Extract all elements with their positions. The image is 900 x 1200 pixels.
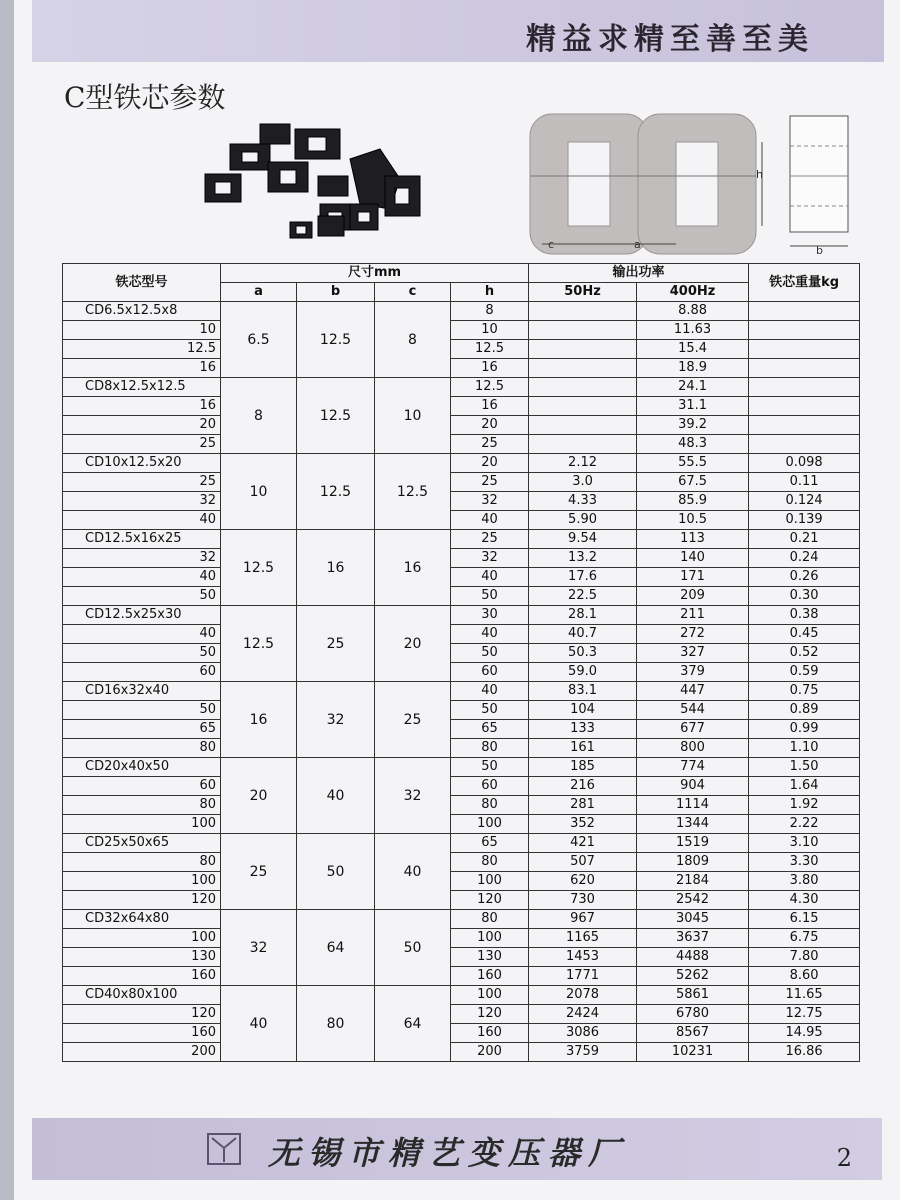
dim-b-cell: 32 <box>297 682 375 758</box>
power-50hz-cell: 185 <box>529 758 637 777</box>
h-cell: 20 <box>451 454 529 473</box>
header-bar <box>32 0 884 62</box>
h-cell: 80 <box>451 910 529 929</box>
power-50hz-cell: 104 <box>529 701 637 720</box>
power-400hz-cell: 8567 <box>637 1024 749 1043</box>
model-cell: CD40x80x100 <box>63 986 221 1005</box>
table-row <box>63 910 860 929</box>
power-50hz-cell: 9.54 <box>529 530 637 549</box>
h-cell: 130 <box>451 948 529 967</box>
power-400hz-cell: 55.5 <box>637 454 749 473</box>
power-400hz-cell: 48.3 <box>637 435 749 454</box>
company-logo-icon <box>204 1130 244 1168</box>
h-cell: 25 <box>451 435 529 454</box>
page-edge <box>0 0 14 1200</box>
table-row <box>63 929 860 948</box>
table-row <box>63 796 860 815</box>
h-cell: 16 <box>451 359 529 378</box>
power-400hz-cell: 5262 <box>637 967 749 986</box>
h-cell: 40 <box>451 682 529 701</box>
weight-cell: 0.75 <box>749 682 860 701</box>
weight-cell <box>749 435 860 454</box>
header-b: b <box>297 283 375 302</box>
h-cell: 160 <box>451 1024 529 1043</box>
section-title: C型铁芯参数 <box>64 81 226 114</box>
weight-cell: 0.89 <box>749 701 860 720</box>
c-core-spec-table <box>62 263 860 1062</box>
table-row <box>63 853 860 872</box>
dim-a-cell: 10 <box>221 454 297 530</box>
label-c: c <box>548 238 555 251</box>
table-row <box>63 1005 860 1024</box>
power-400hz-cell: 10231 <box>637 1043 749 1062</box>
power-400hz-cell: 10.5 <box>637 511 749 530</box>
model-cell: 16 <box>63 397 221 416</box>
table-row <box>63 378 860 397</box>
power-50hz-cell <box>529 321 637 340</box>
dim-a-cell: 25 <box>221 834 297 910</box>
power-50hz-cell: 5.90 <box>529 511 637 530</box>
power-50hz-cell: 216 <box>529 777 637 796</box>
power-50hz-cell: 133 <box>529 720 637 739</box>
spec-table-body <box>63 302 860 1062</box>
power-50hz-cell: 28.1 <box>529 606 637 625</box>
power-50hz-cell: 2424 <box>529 1005 637 1024</box>
power-50hz-cell: 620 <box>529 872 637 891</box>
table-row <box>63 758 860 777</box>
table-row <box>63 397 860 416</box>
power-400hz-cell: 327 <box>637 644 749 663</box>
dim-b-cell: 12.5 <box>297 378 375 454</box>
h-cell: 50 <box>451 587 529 606</box>
power-50hz-cell: 59.0 <box>529 663 637 682</box>
model-cell: CD6.5x12.5x8 <box>63 302 221 321</box>
weight-cell <box>749 321 860 340</box>
weight-cell: 6.15 <box>749 910 860 929</box>
power-400hz-cell: 2184 <box>637 872 749 891</box>
power-400hz-cell: 3637 <box>637 929 749 948</box>
header-weight: 铁芯重量kg <box>749 264 860 302</box>
power-400hz-cell: 379 <box>637 663 749 682</box>
h-cell: 160 <box>451 967 529 986</box>
power-50hz-cell: 13.2 <box>529 549 637 568</box>
table-row <box>63 435 860 454</box>
power-400hz-cell: 677 <box>637 720 749 739</box>
footer-bar <box>32 1118 882 1180</box>
table-row <box>63 663 860 682</box>
table-row <box>63 739 860 758</box>
model-cell: 40 <box>63 568 221 587</box>
table-row <box>63 302 860 321</box>
h-cell: 25 <box>451 473 529 492</box>
dim-a-cell: 12.5 <box>221 606 297 682</box>
power-400hz-cell: 24.1 <box>637 378 749 397</box>
dim-c-cell: 8 <box>375 302 451 378</box>
table-row <box>63 872 860 891</box>
weight-cell: 1.64 <box>749 777 860 796</box>
header-50hz: 50Hz <box>529 283 637 302</box>
model-cell: CD12.5x16x25 <box>63 530 221 549</box>
model-cell: CD12.5x25x30 <box>63 606 221 625</box>
power-400hz-cell: 11.63 <box>637 321 749 340</box>
dim-c-cell: 25 <box>375 682 451 758</box>
dim-c-cell: 16 <box>375 530 451 606</box>
dim-c-cell: 64 <box>375 986 451 1062</box>
weight-cell: 0.52 <box>749 644 860 663</box>
label-a: a <box>634 238 641 251</box>
h-cell: 100 <box>451 815 529 834</box>
h-cell: 12.5 <box>451 340 529 359</box>
header-size: 尺寸mm <box>221 264 529 283</box>
model-cell: 65 <box>63 720 221 739</box>
header-c: c <box>375 283 451 302</box>
h-cell: 60 <box>451 777 529 796</box>
weight-cell: 6.75 <box>749 929 860 948</box>
power-400hz-cell: 1344 <box>637 815 749 834</box>
h-cell: 32 <box>451 492 529 511</box>
power-400hz-cell: 113 <box>637 530 749 549</box>
dim-c-cell: 20 <box>375 606 451 682</box>
model-cell: 25 <box>63 473 221 492</box>
power-50hz-cell: 3.0 <box>529 473 637 492</box>
weight-cell: 0.11 <box>749 473 860 492</box>
h-cell: 32 <box>451 549 529 568</box>
power-400hz-cell: 209 <box>637 587 749 606</box>
h-cell: 65 <box>451 834 529 853</box>
power-400hz-cell: 85.9 <box>637 492 749 511</box>
weight-cell: 0.45 <box>749 625 860 644</box>
h-cell: 100 <box>451 872 529 891</box>
dim-b-cell: 16 <box>297 530 375 606</box>
weight-cell: 8.60 <box>749 967 860 986</box>
power-50hz-cell: 3759 <box>529 1043 637 1062</box>
power-400hz-cell: 5861 <box>637 986 749 1005</box>
h-cell: 100 <box>451 986 529 1005</box>
dim-b-cell: 25 <box>297 606 375 682</box>
model-cell: 80 <box>63 739 221 758</box>
core-dimension-diagram <box>522 104 862 264</box>
h-cell: 16 <box>451 397 529 416</box>
power-400hz-cell: 18.9 <box>637 359 749 378</box>
model-cell: 160 <box>63 967 221 986</box>
dim-b-cell: 80 <box>297 986 375 1062</box>
weight-cell: 1.50 <box>749 758 860 777</box>
model-cell: CD10x12.5x20 <box>63 454 221 473</box>
model-cell: 60 <box>63 663 221 682</box>
weight-cell: 0.21 <box>749 530 860 549</box>
power-50hz-cell: 730 <box>529 891 637 910</box>
weight-cell <box>749 378 860 397</box>
model-cell: 160 <box>63 1024 221 1043</box>
h-cell: 40 <box>451 568 529 587</box>
power-50hz-cell: 507 <box>529 853 637 872</box>
table-row <box>63 473 860 492</box>
h-cell: 80 <box>451 796 529 815</box>
table-row <box>63 1043 860 1062</box>
dim-c-cell: 50 <box>375 910 451 986</box>
header-power: 输出功率 <box>529 264 749 283</box>
c-core-photo <box>200 104 450 254</box>
model-cell: 80 <box>63 796 221 815</box>
slogan: 精益求精至善至美 <box>526 22 814 57</box>
table-row <box>63 834 860 853</box>
h-cell: 8 <box>451 302 529 321</box>
power-400hz-cell: 1114 <box>637 796 749 815</box>
page-number: 2 <box>836 1144 852 1172</box>
model-cell: 20 <box>63 416 221 435</box>
power-400hz-cell: 67.5 <box>637 473 749 492</box>
model-cell: 50 <box>63 644 221 663</box>
power-50hz-cell: 3086 <box>529 1024 637 1043</box>
h-cell: 120 <box>451 891 529 910</box>
h-cell: 40 <box>451 511 529 530</box>
weight-cell: 0.098 <box>749 454 860 473</box>
dim-a-cell: 32 <box>221 910 297 986</box>
table-row <box>63 1024 860 1043</box>
power-50hz-cell: 1453 <box>529 948 637 967</box>
table-row <box>63 549 860 568</box>
h-cell: 100 <box>451 929 529 948</box>
table-row <box>63 967 860 986</box>
company-name: 无锡市精艺变压器厂 <box>268 1134 629 1172</box>
h-cell: 80 <box>451 739 529 758</box>
h-cell: 50 <box>451 644 529 663</box>
model-cell: 40 <box>63 511 221 530</box>
power-50hz-cell: 50.3 <box>529 644 637 663</box>
model-cell: 50 <box>63 587 221 606</box>
power-50hz-cell <box>529 378 637 397</box>
h-cell: 20 <box>451 416 529 435</box>
power-50hz-cell <box>529 340 637 359</box>
table-row <box>63 530 860 549</box>
h-cell: 30 <box>451 606 529 625</box>
power-400hz-cell: 1809 <box>637 853 749 872</box>
weight-cell: 0.26 <box>749 568 860 587</box>
h-cell: 60 <box>451 663 529 682</box>
dim-a-cell: 12.5 <box>221 530 297 606</box>
power-50hz-cell: 161 <box>529 739 637 758</box>
header-a: a <box>221 283 297 302</box>
weight-cell <box>749 302 860 321</box>
table-row <box>63 511 860 530</box>
table-row <box>63 568 860 587</box>
model-cell: 60 <box>63 777 221 796</box>
model-cell: 80 <box>63 853 221 872</box>
dim-a-cell: 20 <box>221 758 297 834</box>
weight-cell: 12.75 <box>749 1005 860 1024</box>
weight-cell <box>749 359 860 378</box>
power-400hz-cell: 140 <box>637 549 749 568</box>
weight-cell: 1.10 <box>749 739 860 758</box>
model-cell: CD32x64x80 <box>63 910 221 929</box>
power-400hz-cell: 8.88 <box>637 302 749 321</box>
table-row <box>63 340 860 359</box>
model-cell: 32 <box>63 492 221 511</box>
power-400hz-cell: 6780 <box>637 1005 749 1024</box>
dim-c-cell: 40 <box>375 834 451 910</box>
table-row <box>63 891 860 910</box>
model-cell: CD16x32x40 <box>63 682 221 701</box>
model-cell: CD20x40x50 <box>63 758 221 777</box>
table-row <box>63 416 860 435</box>
model-cell: CD25x50x65 <box>63 834 221 853</box>
dim-b-cell: 12.5 <box>297 302 375 378</box>
h-cell: 12.5 <box>451 378 529 397</box>
model-cell: 100 <box>63 872 221 891</box>
power-400hz-cell: 4488 <box>637 948 749 967</box>
model-cell: 100 <box>63 815 221 834</box>
power-400hz-cell: 39.2 <box>637 416 749 435</box>
model-cell: 32 <box>63 549 221 568</box>
header-400hz: 400Hz <box>637 283 749 302</box>
power-50hz-cell: 281 <box>529 796 637 815</box>
h-cell: 50 <box>451 758 529 777</box>
table-row <box>63 777 860 796</box>
power-50hz-cell: 2078 <box>529 986 637 1005</box>
power-50hz-cell <box>529 397 637 416</box>
table-row <box>63 321 860 340</box>
power-400hz-cell: 15.4 <box>637 340 749 359</box>
dim-b-cell: 64 <box>297 910 375 986</box>
power-50hz-cell: 22.5 <box>529 587 637 606</box>
weight-cell: 11.65 <box>749 986 860 1005</box>
h-cell: 65 <box>451 720 529 739</box>
weight-cell <box>749 397 860 416</box>
dim-a-cell: 16 <box>221 682 297 758</box>
power-400hz-cell: 544 <box>637 701 749 720</box>
power-400hz-cell: 1519 <box>637 834 749 853</box>
weight-cell: 0.139 <box>749 511 860 530</box>
table-row <box>63 815 860 834</box>
power-400hz-cell: 904 <box>637 777 749 796</box>
header-h: h <box>451 283 529 302</box>
weight-cell: 3.30 <box>749 853 860 872</box>
h-cell: 80 <box>451 853 529 872</box>
weight-cell: 0.30 <box>749 587 860 606</box>
model-cell: 120 <box>63 891 221 910</box>
weight-cell: 3.10 <box>749 834 860 853</box>
power-50hz-cell: 83.1 <box>529 682 637 701</box>
power-50hz-cell <box>529 435 637 454</box>
model-cell: CD8x12.5x12.5 <box>63 378 221 397</box>
power-50hz-cell: 352 <box>529 815 637 834</box>
power-400hz-cell: 2542 <box>637 891 749 910</box>
h-cell: 120 <box>451 1005 529 1024</box>
weight-cell: 0.38 <box>749 606 860 625</box>
table-row <box>63 701 860 720</box>
power-400hz-cell: 272 <box>637 625 749 644</box>
power-50hz-cell <box>529 302 637 321</box>
table-row <box>63 587 860 606</box>
table-row <box>63 454 860 473</box>
dim-b-cell: 50 <box>297 834 375 910</box>
weight-cell: 7.80 <box>749 948 860 967</box>
weight-cell: 0.99 <box>749 720 860 739</box>
weight-cell <box>749 416 860 435</box>
power-400hz-cell: 447 <box>637 682 749 701</box>
h-cell: 25 <box>451 530 529 549</box>
power-400hz-cell: 171 <box>637 568 749 587</box>
table-row <box>63 644 860 663</box>
weight-cell <box>749 340 860 359</box>
power-400hz-cell: 211 <box>637 606 749 625</box>
dim-b-cell: 40 <box>297 758 375 834</box>
power-50hz-cell: 967 <box>529 910 637 929</box>
weight-cell: 0.59 <box>749 663 860 682</box>
dim-a-cell: 8 <box>221 378 297 454</box>
table-row <box>63 625 860 644</box>
power-50hz-cell: 1771 <box>529 967 637 986</box>
table-row <box>63 359 860 378</box>
power-400hz-cell: 800 <box>637 739 749 758</box>
power-400hz-cell: 31.1 <box>637 397 749 416</box>
power-400hz-cell: 3045 <box>637 910 749 929</box>
weight-cell: 0.124 <box>749 492 860 511</box>
table-row <box>63 720 860 739</box>
dim-c-cell: 10 <box>375 378 451 454</box>
weight-cell: 16.86 <box>749 1043 860 1062</box>
power-50hz-cell <box>529 359 637 378</box>
model-cell: 25 <box>63 435 221 454</box>
weight-cell: 0.24 <box>749 549 860 568</box>
model-cell: 130 <box>63 948 221 967</box>
power-50hz-cell: 2.12 <box>529 454 637 473</box>
power-50hz-cell: 421 <box>529 834 637 853</box>
weight-cell: 14.95 <box>749 1024 860 1043</box>
dim-a-cell: 40 <box>221 986 297 1062</box>
table-row <box>63 986 860 1005</box>
model-cell: 40 <box>63 625 221 644</box>
model-cell: 120 <box>63 1005 221 1024</box>
power-50hz-cell: 4.33 <box>529 492 637 511</box>
table-row <box>63 682 860 701</box>
label-b: b <box>816 244 823 257</box>
model-cell: 12.5 <box>63 340 221 359</box>
table-row <box>63 948 860 967</box>
model-cell: 50 <box>63 701 221 720</box>
power-400hz-cell: 774 <box>637 758 749 777</box>
label-h: h <box>756 168 763 181</box>
dim-a-cell: 6.5 <box>221 302 297 378</box>
dim-c-cell: 32 <box>375 758 451 834</box>
weight-cell: 1.92 <box>749 796 860 815</box>
model-cell: 10 <box>63 321 221 340</box>
power-50hz-cell: 1165 <box>529 929 637 948</box>
table-row <box>63 492 860 511</box>
header-model: 铁芯型号 <box>63 264 221 302</box>
power-50hz-cell: 17.6 <box>529 568 637 587</box>
h-cell: 200 <box>451 1043 529 1062</box>
weight-cell: 2.22 <box>749 815 860 834</box>
h-cell: 40 <box>451 625 529 644</box>
model-cell: 16 <box>63 359 221 378</box>
weight-cell: 3.80 <box>749 872 860 891</box>
dim-b-cell: 12.5 <box>297 454 375 530</box>
h-cell: 10 <box>451 321 529 340</box>
model-cell: 100 <box>63 929 221 948</box>
table-row <box>63 606 860 625</box>
h-cell: 50 <box>451 701 529 720</box>
dim-c-cell: 12.5 <box>375 454 451 530</box>
power-50hz-cell <box>529 416 637 435</box>
weight-cell: 4.30 <box>749 891 860 910</box>
model-cell: 200 <box>63 1043 221 1062</box>
power-50hz-cell: 40.7 <box>529 625 637 644</box>
